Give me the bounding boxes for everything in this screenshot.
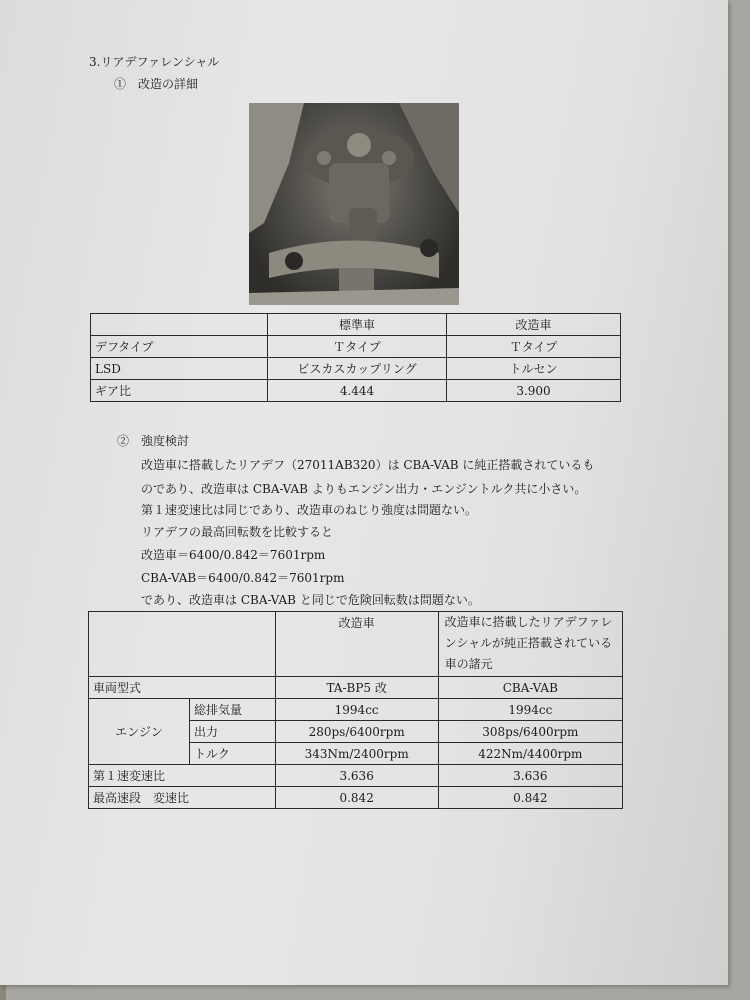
table-cell: 1994cc	[438, 699, 622, 721]
row-label: 第１速変速比	[89, 765, 276, 787]
table-row	[89, 677, 623, 699]
row-label: 車両型式	[89, 677, 276, 699]
table-cell: 0.842	[438, 787, 622, 809]
table-header-standard: 標準車	[268, 314, 447, 336]
row-label: ギア比	[91, 380, 268, 402]
table-cell: 308ps/6400rpm	[438, 721, 622, 743]
differential-spec-table	[90, 313, 621, 402]
row-sublabel: 総排気量	[190, 699, 276, 721]
table-cell: 3.636	[275, 765, 438, 787]
table-header-row	[91, 314, 621, 336]
table-row	[91, 358, 621, 380]
table-cell: ビスカスカップリング	[268, 358, 447, 380]
table-cell: Ｔタイプ	[447, 336, 621, 358]
body-line: のであり、改造車は CBA-VAB よりもエンジン出力・エンジントルク共に小さい。	[141, 482, 587, 496]
row-sublabel: トルク	[190, 743, 276, 765]
table-header-modified: 改造車	[275, 612, 438, 677]
subsection-1-title: ① 改造の詳細	[114, 77, 199, 91]
table-cell: CBA-VAB	[438, 677, 622, 699]
subsection-2-title: ② 強度検討	[117, 434, 190, 448]
row-label: 最高速段 変速比	[89, 787, 276, 809]
table-row	[91, 336, 621, 358]
body-line: リアデフの最高回転数を比較すると	[141, 525, 334, 539]
row-sublabel: 出力	[190, 721, 276, 743]
table-cell: 3.636	[438, 765, 622, 787]
body-line: 改造車に搭載したリアデフ（27011AB320）は CBA-VAB に純正搭載されているも	[141, 458, 595, 472]
table-cell: 0.842	[275, 787, 438, 809]
differential-photo	[249, 103, 459, 305]
header-line: 車の諸元	[444, 657, 493, 671]
table-cell: 1994cc	[275, 699, 438, 721]
table-cell: 3.900	[447, 380, 621, 402]
row-label: デフタイプ	[91, 336, 268, 358]
row-label: LSD	[91, 358, 268, 380]
table-cell: 422Nm/4400rpm	[438, 743, 622, 765]
body-line: CBA-VAB＝6400/0.842＝7601rpm	[141, 571, 345, 585]
header-line: 改造車に搭載したリアデファレ	[444, 615, 613, 629]
table-cell: トルセン	[447, 358, 621, 380]
spec-comparison-table	[88, 611, 623, 809]
table-header-modified: 改造車	[447, 314, 621, 336]
section-title: 3.リアデファレンシャル	[89, 55, 220, 69]
table-row	[89, 787, 623, 809]
table-header-row	[89, 612, 623, 677]
row-label: エンジン	[89, 699, 190, 765]
body-line: であり、改造車は CBA-VAB と同じで危険回転数は問題ない。	[141, 593, 480, 607]
table-cell: 343Nm/2400rpm	[275, 743, 438, 765]
header-line: ンシャルが純正搭載されている	[444, 636, 613, 650]
table-row	[89, 765, 623, 787]
table-cell: 280ps/6400rpm	[275, 721, 438, 743]
table-header-reference	[438, 612, 622, 677]
table-cell: TA-BP5 改	[275, 677, 438, 699]
table-cell	[89, 612, 276, 677]
table-row	[91, 380, 621, 402]
body-line: 改造車＝6400/0.842＝7601rpm	[141, 548, 326, 562]
body-line: 第１速変速比は同じであり、改造車のねじり強度は問題ない。	[141, 503, 478, 517]
table-cell: 4.444	[268, 380, 447, 402]
table-cell: Ｔタイプ	[268, 336, 447, 358]
table-cell	[91, 314, 268, 336]
table-row	[89, 699, 623, 721]
